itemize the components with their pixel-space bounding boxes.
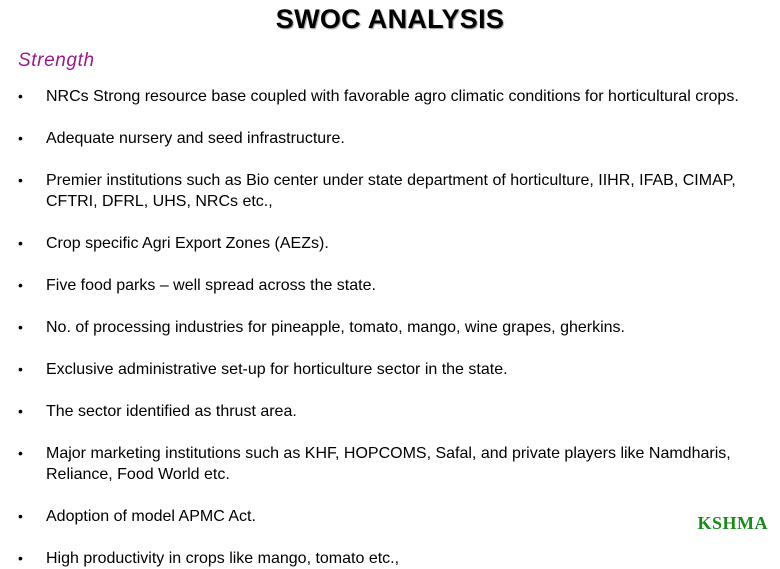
bullet-dot-icon: • (18, 235, 23, 251)
bullet-item (18, 506, 770, 527)
bullet-item (18, 317, 770, 338)
bullet-item (18, 401, 770, 422)
bullet-item (18, 548, 770, 569)
strength-bullet-list (18, 86, 770, 569)
bullet-text: High productivity in crops like mango, tomato etc., (46, 550, 400, 567)
bullet-dot-icon: • (18, 550, 23, 566)
bullet-item (18, 275, 770, 296)
bullet-dot-icon: • (18, 319, 23, 335)
bullet-dot-icon: • (18, 88, 23, 104)
bullet-text: Five food parks – well spread across the state. (46, 277, 376, 294)
bullet-dot-icon: • (18, 172, 23, 188)
bullet-dot-icon: • (18, 403, 23, 419)
section-heading-strength: Strength (18, 50, 95, 71)
page-title: SWOC ANALYSIS (275, 4, 505, 34)
bullet-text: Premier institutions such as Bio center under state department of horticulture, IIHR, IFAB, CIMAP, CFTRI, DFRL, UHS, NRCs etc., (46, 172, 736, 210)
bullet-text: Crop specific Agri Export Zones (AEZs). (46, 235, 329, 252)
bullet-item (18, 170, 770, 212)
bullet-text: NRCs Strong resource base coupled with favorable agro climatic conditions for horticultural crops. (46, 88, 739, 105)
bullet-item (18, 128, 770, 149)
bullet-item (18, 443, 770, 485)
bullet-item (18, 233, 770, 254)
bullet-text: No. of processing industries for pineapple, tomato, mango, wine grapes, gherkins. (46, 319, 625, 336)
bullet-text: Adoption of model APMC Act. (46, 508, 256, 525)
bullet-text: Adequate nursery and seed infrastructure. (46, 130, 345, 147)
kshma-logo: KSHMA (697, 513, 768, 533)
bullet-item (18, 359, 770, 380)
bullet-text: Exclusive administrative set-up for horticulture sector in the state. (46, 361, 508, 378)
bullet-dot-icon: • (18, 361, 23, 377)
bullet-dot-icon: • (18, 130, 23, 146)
bullet-item (18, 86, 770, 107)
bullet-text: Major marketing institutions such as KHF, HOPCOMS, Safal, and private players like Namdharis, Reliance, Food World etc. (46, 445, 731, 483)
bullet-dot-icon: • (18, 508, 23, 524)
bullet-text: The sector identified as thrust area. (46, 403, 297, 420)
bullet-dot-icon: • (18, 277, 23, 293)
bullet-dot-icon: • (18, 445, 23, 461)
